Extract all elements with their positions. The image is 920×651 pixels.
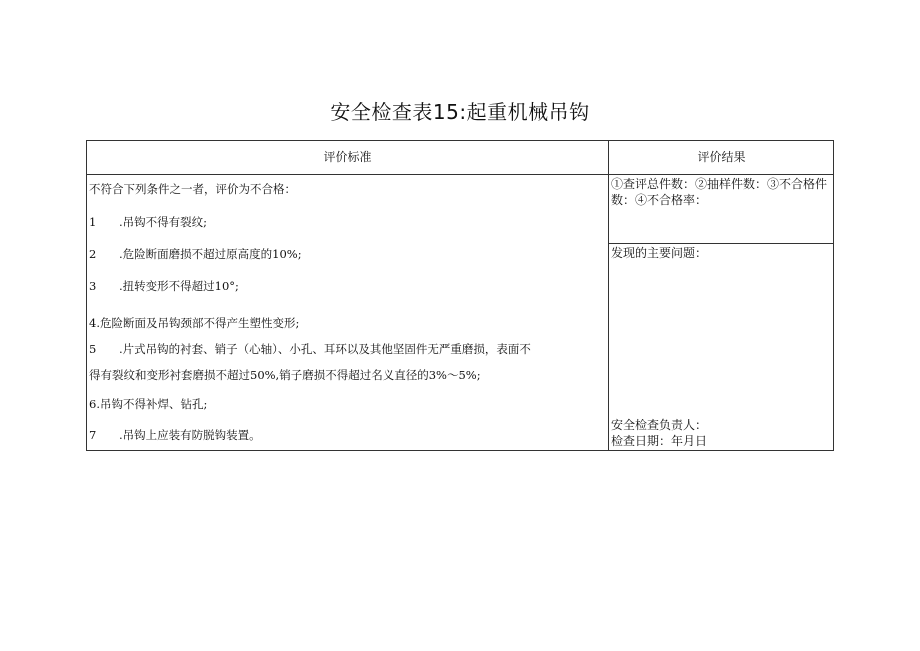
item-text: 得有裂纹和变形衬套磨损不超过50%,销子磨损不得超过名义直径的3%〜5%; <box>89 368 481 382</box>
item-text: .吊钩上应装有防脱钩装置。 <box>119 428 261 442</box>
item-number: 1 <box>89 215 97 229</box>
result-counts: ①查评总件数：②抽样件数：③不合格件数：④不合格率： <box>611 177 828 207</box>
main-issues-label: 发现的主要问题： <box>611 246 708 260</box>
item-text: 6.吊钩不得补焊、钻孔; <box>89 397 208 411</box>
criteria-intro: 不符合下列条件之一者，评价为不合格： <box>89 182 296 196</box>
item-text: .危险断面磨损不超过原高度的10%; <box>119 247 302 261</box>
header-result: 评价结果 <box>697 150 746 164</box>
item-number: 7 <box>89 428 97 442</box>
criteria-item <box>89 396 207 412</box>
column-divider <box>608 141 609 450</box>
inspection-date-label: 检查日期：年月日 <box>611 434 708 448</box>
criteria-item <box>89 427 261 443</box>
item-text: 4.危险断面及吊钩颈部不得产生塑性变形; <box>89 316 300 330</box>
item-number: 5 <box>89 342 97 356</box>
inspector-label: 安全检查负责人： <box>611 418 708 432</box>
page-title: 安全检查表15:起重机械吊钩 <box>330 100 590 124</box>
item-number: 3 <box>89 279 97 293</box>
item-number: 2 <box>89 247 97 261</box>
criteria-item <box>89 214 207 230</box>
item-text: .吊钩不得有裂纹; <box>119 215 208 229</box>
item-text: .扭转变形不得超过10°; <box>119 279 239 293</box>
criteria-item <box>89 341 531 357</box>
criteria-item-continued <box>89 367 481 383</box>
criteria-item <box>89 278 239 294</box>
header-criteria: 评价标准 <box>323 150 372 164</box>
inspection-table <box>86 140 834 451</box>
item-text: .片式吊钩的衬套、销子（心轴）、小孔、耳环以及其他坚固件无严重磨损，表面不 <box>119 342 531 356</box>
header-divider <box>87 174 833 175</box>
criteria-item <box>89 246 302 262</box>
result-divider <box>609 243 834 244</box>
criteria-item <box>89 315 299 331</box>
